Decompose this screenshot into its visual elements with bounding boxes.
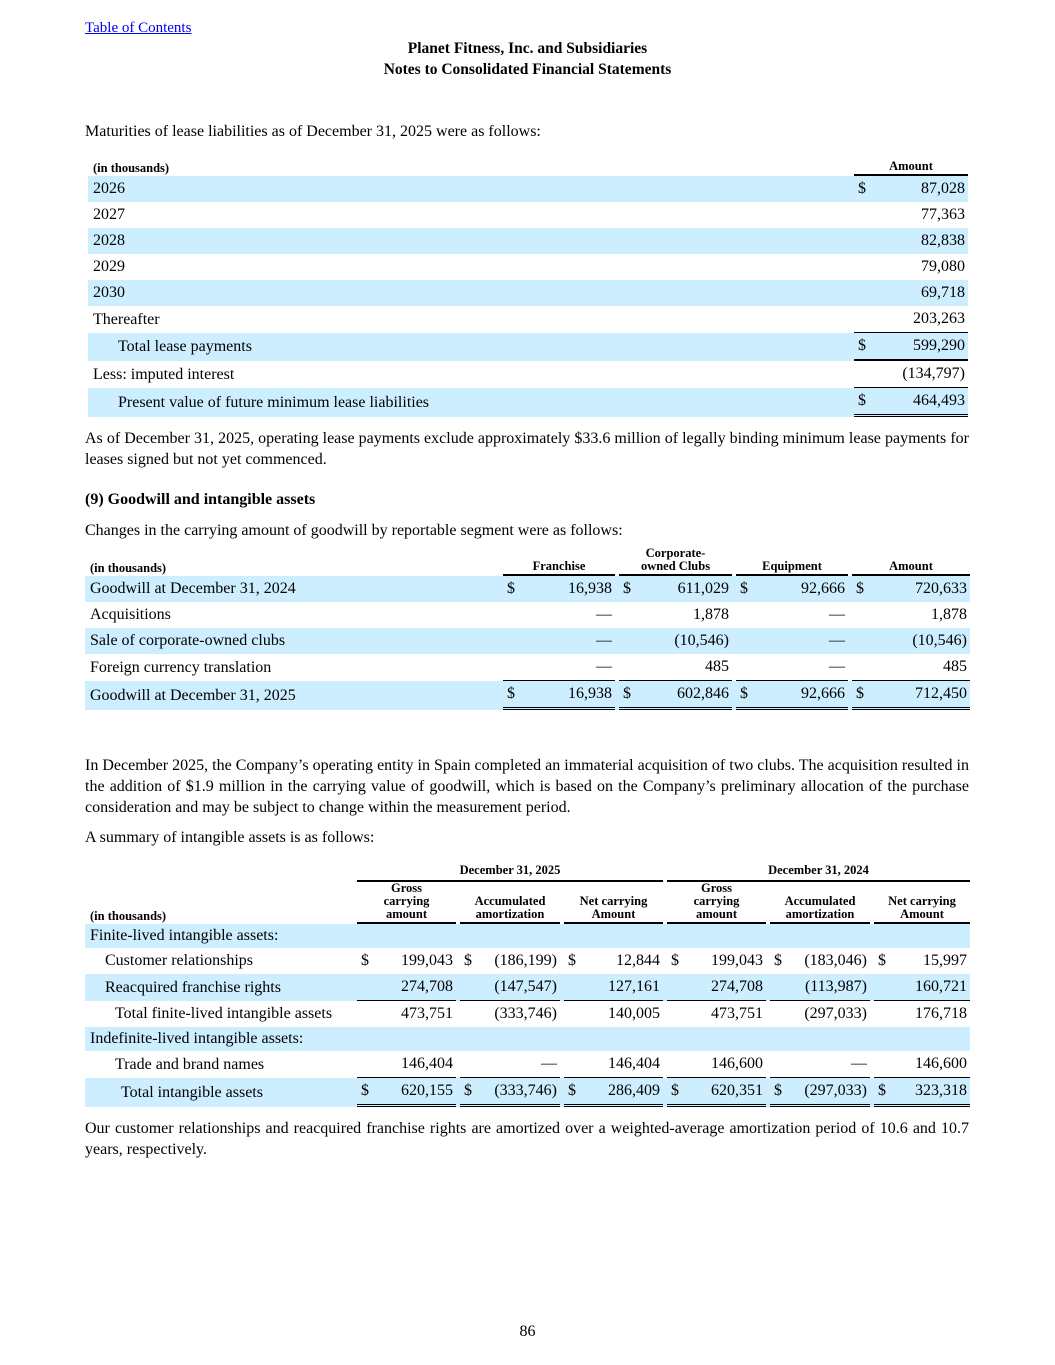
row-value: (134,797) [874,361,968,388]
dollar-sign [854,228,874,254]
cell-equipment: — [829,606,845,623]
dollar-sign [854,254,874,280]
dollar-sign: $ [854,176,874,202]
dollar-sign: $ [564,1078,584,1107]
dollar-sign: $ [667,1078,687,1107]
dollar-sign: $ [619,681,639,710]
cell-amount: 712,450 [872,681,970,710]
cell-value: (333,746) [480,1078,560,1107]
company-title: Planet Fitness, Inc. and Subsidiaries [407,40,648,57]
table-of-contents-link[interactable]: Table of Contents [85,20,192,36]
page-number: 86 [519,1323,536,1340]
cell-corporate: 602,846 [639,681,732,710]
column-header-net: Net carrying Amount [874,882,970,924]
intangible-assets-table [85,864,970,1107]
dollar-sign: $ [568,952,576,969]
row-label: Present value of future minimum lease liabilities [88,388,854,417]
page-subtitle: Notes to Consolidated Financial Statements [383,61,672,78]
row-label: 2026 [88,176,854,202]
cell-amount: (10,546) [872,628,970,654]
period-header-2025: December 31, 2025 [357,864,663,882]
section-label: Finite-lived intangible assets: [85,924,970,948]
dollar-sign [854,202,874,228]
column-header-gross: Gross carrying amount [357,882,456,924]
table-row [85,924,970,948]
table-row [85,974,970,1001]
cell-value: 140,005 [608,1005,660,1022]
column-header-franchise: Franchise [503,547,615,576]
cell-amount: 1,878 [931,606,967,623]
row-value: 87,028 [874,176,968,202]
amortization-note: Our customer relationships and reacquired franchise rights are amortized over a weighted-average amortization period of 10.6 and 10.7 years, respectively. [85,1120,969,1158]
dollar-sign: $ [874,1078,894,1107]
table-row [88,254,968,280]
column-header-net: Net carrying Amount [564,882,663,924]
cell-value: 146,600 [894,1051,970,1078]
cell-value: (183,046) [804,952,867,969]
cell-value: 15,997 [923,952,967,969]
dollar-sign: $ [852,576,872,602]
cell-franchise: 16,938 [523,681,615,710]
column-header-label: (in thousands) [93,161,170,175]
cell-value: (333,746) [494,1005,557,1022]
cell-value: 146,404 [377,1051,456,1078]
table-row [85,1001,970,1027]
cell-value: (147,547) [480,974,560,1001]
row-label: 2029 [93,258,125,275]
table-row [85,628,970,654]
dollar-sign: $ [878,952,886,969]
cell-value: 199,043 [711,952,763,969]
dollar-sign: $ [503,681,523,710]
column-header-label: (in thousands) [90,909,167,923]
table-row [88,361,968,388]
cell-value: 286,409 [584,1078,663,1107]
dollar-sign [854,361,874,388]
lease-intro: Maturities of lease liabilities as of December 31, 2025 were as follows: [85,123,541,140]
dollar-sign: $ [736,576,756,602]
cell-franchise: — [523,628,615,654]
row-label: Less: imputed interest [93,365,235,383]
dollar-sign: $ [736,681,756,710]
cell-value: 620,155 [377,1078,456,1107]
period-header-2024: December 31, 2024 [667,864,970,882]
cell-value: (297,033) [804,1005,867,1022]
row-value: 203,263 [874,306,968,333]
row-label: Acquisitions [90,606,171,623]
dollar-sign: $ [854,388,874,417]
cell-value: 473,751 [401,1005,453,1022]
row-value: 69,718 [874,280,968,306]
column-header-accumulated: Accumulated amortization [770,882,870,924]
table-row [88,228,968,254]
cell-value: 199,043 [401,952,453,969]
cell-value: 160,721 [894,974,970,1001]
cell-corporate: 611,029 [639,576,732,602]
cell-amount: 485 [872,654,970,681]
row-value: 77,363 [921,206,965,223]
dollar-sign: $ [671,952,679,969]
table-row [88,388,968,417]
goodwill-intro: Changes in the carrying amount of goodwill by reportable segment were as follows: [85,522,623,539]
row-label: Sale of corporate-owned clubs [85,628,503,654]
cell-value: (297,033) [790,1078,870,1107]
cell-corporate: 1,878 [693,606,729,623]
table-row [88,176,968,202]
lease-note: As of December 31, 2025, operating lease payments exclude approximately $33.6 million of legally binding minimum lease payments for leases signed but not yet commenced. [85,430,969,468]
row-value: 79,080 [921,258,965,275]
row-value: 82,838 [874,228,968,254]
column-header-amount: Amount [852,547,970,576]
table-row [85,654,970,681]
table-row [85,1027,970,1051]
cell-franchise: 16,938 [523,576,615,602]
dollar-sign: $ [460,1078,480,1107]
cell-equipment: 92,666 [756,681,848,710]
dollar-sign [854,306,874,333]
cell-value: 473,751 [711,1005,763,1022]
cell-value: 274,708 [377,974,456,1001]
cell-value: (186,199) [494,952,557,969]
dollar-sign: $ [852,681,872,710]
table-row [85,1051,970,1078]
cell-value: 12,844 [616,952,660,969]
cell-value: 176,718 [915,1005,967,1022]
cell-value: (113,987) [790,974,870,1001]
row-label: Goodwill at December 31, 2024 [85,576,503,602]
row-label: Thereafter [93,310,160,328]
table-row [85,576,970,602]
cell-equipment: 92,666 [756,576,848,602]
dollar-sign: $ [464,952,472,969]
section-title-goodwill: (9) Goodwill and intangible assets [85,491,316,508]
table-row [88,202,968,228]
table-row [85,602,970,628]
row-label: 2027 [93,206,125,223]
cell-amount: 720,633 [872,576,970,602]
row-label: 2028 [88,228,854,254]
row-label: Total finite-lived intangible assets [115,1005,333,1022]
dollar-sign: $ [770,1078,790,1107]
column-header-accumulated: Accumulated amortization [460,882,560,924]
row-label: Trade and brand names [115,1055,265,1073]
table-row [85,948,970,974]
dollar-sign [854,280,874,306]
table-row [88,306,968,333]
dollar-sign: $ [619,576,639,602]
lease-maturities-table [88,160,968,417]
table-row [88,333,968,361]
cell-value: 146,404 [584,1051,663,1078]
column-header-amount: Amount [854,160,968,176]
row-label: Reacquired franchise rights [85,974,357,1001]
dollar-sign: $ [361,952,369,969]
row-label: Goodwill at December 31, 2025 [85,681,503,710]
cell-value: 274,708 [687,974,766,1001]
acquisition-note: In December 2025, the Company’s operating entity in Spain completed an immaterial acquisition of two clubs. The acquisition resulted in the addition of $1.9 million in the carrying value of goodwill, which is based on the Company’s preliminary allocation of the purchase consideration and may be subject to change within the measurement period. [85,757,969,816]
cell-corporate: (10,546) [639,628,732,654]
table-row [88,280,968,306]
intangibles-intro: A summary of intangible assets is as follows: [85,829,375,846]
cell-corporate: 485 [639,654,732,681]
cell-value: 620,351 [687,1078,766,1107]
cell-value: — [790,1051,870,1078]
row-label: Customer relationships [105,952,253,969]
section-label: Indefinite-lived intangible assets: [85,1027,970,1051]
dollar-sign: $ [854,333,874,361]
cell-value: 146,600 [687,1051,766,1078]
column-header-equipment: Equipment [736,547,848,576]
dollar-sign: $ [774,952,782,969]
row-label: Total intangible assets [85,1078,357,1107]
column-header-label: (in thousands) [90,561,167,575]
row-label: 2030 [88,280,854,306]
row-value: 464,493 [874,388,968,417]
cell-franchise: — [523,654,615,681]
cell-equipment: — [756,628,848,654]
cell-value: — [480,1051,560,1078]
cell-value: 127,161 [584,974,663,1001]
table-row [85,681,970,710]
cell-value: 323,318 [894,1078,970,1107]
row-label: Foreign currency translation [90,658,272,676]
dollar-sign: $ [503,576,523,602]
dollar-sign: $ [357,1078,377,1107]
cell-franchise: — [596,606,612,623]
column-header-corporate: Corporate- owned Clubs [619,547,732,576]
column-header-gross: Gross carrying amount [667,882,766,924]
cell-equipment: — [756,654,848,681]
table-row [85,1078,970,1107]
row-label: Total lease payments [88,333,854,361]
goodwill-table [85,547,970,710]
row-value: 599,290 [874,333,968,361]
